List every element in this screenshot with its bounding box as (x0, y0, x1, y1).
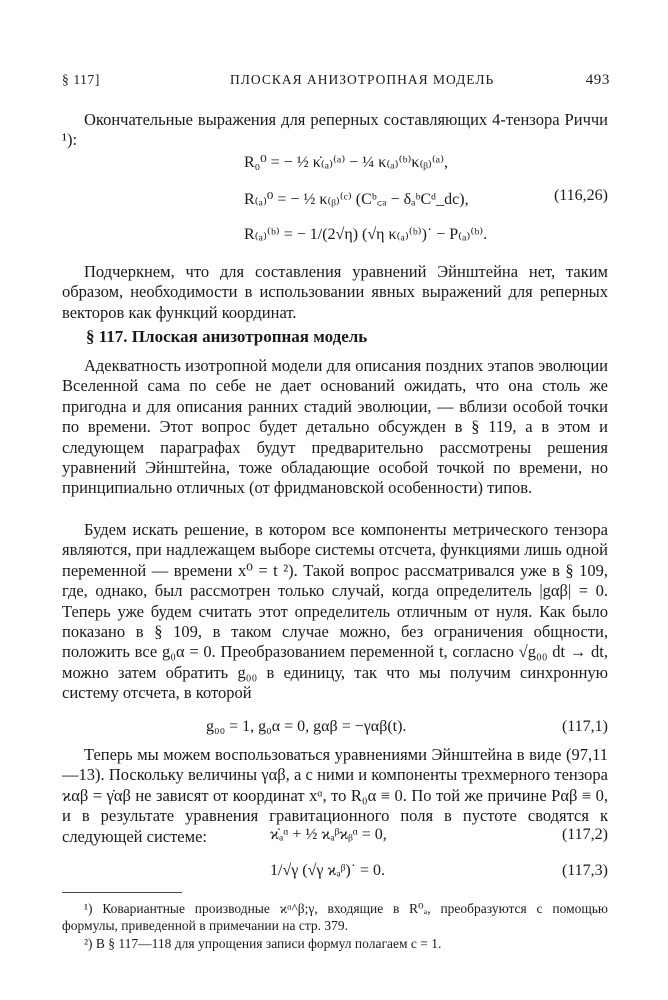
equation-116-26-line3: R₍ₐ₎⁽ᵇ⁾ = − 1/(2√η) (√η κ₍ₐ₎⁽ᵇ⁾)˙ − P₍ₐ₎⁽ᵇ⁾. (244, 226, 488, 243)
equation-117-3: 1/√γ (√γ ϰₐᵝ)˙ = 0. (270, 862, 386, 879)
header-section: § 117] (62, 72, 100, 87)
paragraph-2: Будем искать решение, в котором все компоненты метрического тензора являются, при надлежащем выборе системы отсчета, функциями лишь одной переменной — времени x⁰ = t ²). Такой вопрос рассматривался уже в § 109, где, однако, был рассмотрен только случай, когда определитель |gαβ| = 0. Теперь уже будем считать этот определитель отличным от нуля. Как было показано в § 109, в таком случае можно, без ограничения общности, положить все g₀α = 0. Преобразованием переменной t, согласно √g₀₀ dt → dt, можно затем обратить g₀₀ в единицу, так что мы получим синхронную систему отсчета, в которой (62, 520, 608, 703)
equation-116-26-line1: R₀⁰ = − ½ κ̇₍ₐ₎⁽ᵃ⁾ − ¼ κ₍ₐ₎⁽ᵇ⁾κ₍ᵦ₎⁽ᵃ⁾, (244, 154, 449, 171)
intro-paragraph: Окончательные выражения для реперных составляющих 4-тензора Риччи ¹): (62, 110, 608, 150)
footnote-1: ¹) Ковариантные производные ϰᵅ^β;γ, входящие в R⁰ₐ, преобразуются с помощью формулы, приведенной в примечании на стр. 379. (62, 901, 608, 933)
running-header (62, 72, 610, 94)
equation-number-117-3: (117,3) (561, 862, 608, 879)
equation-number-116-26: (116,26) (553, 187, 608, 204)
equation-number-117-1: (117,1) (561, 718, 608, 735)
emphasis-paragraph: Подчеркнем, что для составления уравнений Эйнштейна нет, таким образом, необходимости в использовании явных выражений для реперных векторов как функций координат. (62, 262, 608, 322)
paragraph-1: Адекватность изотропной модели для описания поздних этапов эволюции Вселенной сама по себе не дает оснований ожидать, что она столь же пригодна и для описания ранних стадий эволюции, — вблизи особой точки по времени. Этот вопрос будет детально обсужден в § 119, а в этом и следующем параграфах будут предварительно рассмотрены решения уравнений Эйнштейна, тоже обладающие особой точкой по времени, но принципиально отличных (от фридмановской особенности) типов. (62, 356, 608, 498)
page-number: 493 (585, 72, 610, 88)
section-heading: § 117. Плоская анизотропная модель (86, 327, 368, 346)
equation-number-117-2: (117,2) (561, 826, 608, 843)
footnote-2: ²) В § 117—118 для упрощения записи формул полагаем c = 1. (84, 936, 442, 951)
equation-116-26-line2: R₍ₐ₎⁰ = − ½ κ₍ᵦ₎⁽ᶜ⁾ (Cᵇ꜀ₐ − δₐᵇCᵈ_dc), (244, 191, 469, 208)
equation-117-1: g₀₀ = 1, g₀α = 0, gαβ = −γαβ(t). (206, 718, 407, 735)
header-title: ПЛОСКАЯ АНИЗОТРОПНАЯ МОДЕЛЬ (230, 72, 495, 87)
footnote-rule (62, 892, 182, 893)
equation-117-2: ϰ̇ₐᵅ + ½ ϰₐᵝϰᵦᵅ = 0, (270, 826, 387, 843)
paragraph-3: Теперь мы можем воспользоваться уравнениями Эйнштейна в виде (97,11—13). Поскольку величины γαβ, а с ними и компоненты трехмерного тензора ϰαβ = γ̇αβ не зависят от координат xᵅ, то R₀α ≡ 0. По той же причине Pαβ ≡ 0, и в результате уравнения гравитационного поля в пустоте сводятся к следующей системе: (62, 745, 608, 846)
